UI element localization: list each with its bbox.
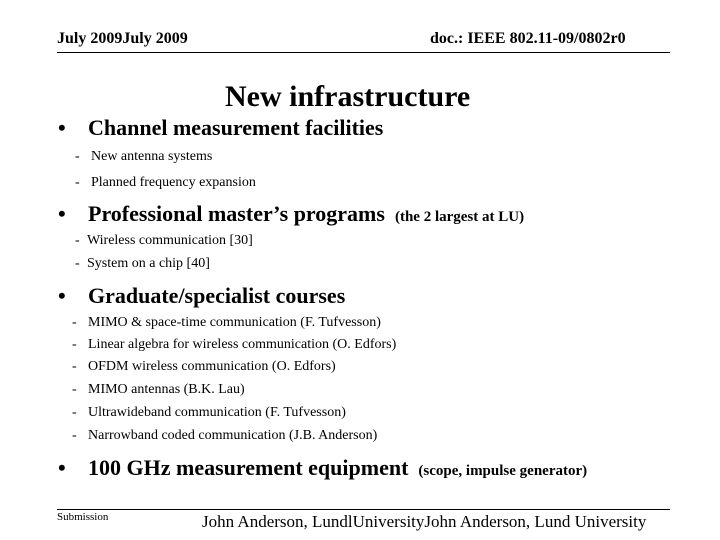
list-item: - Linear algebra for wireless communication (O. Edfors) — [72, 337, 397, 352]
bullet-note: (scope, impulse generator) — [418, 463, 588, 479]
list-item: - System on a chip [40] — [75, 256, 210, 271]
bullet-heading: Professional master’s programs — [88, 201, 385, 226]
header-rule — [57, 52, 670, 53]
list-item: - OFDM wireless communication (O. Edfors) — [72, 359, 336, 374]
bullet-channel-measurement — [58, 115, 383, 141]
slide-title: New infrastructure — [225, 80, 471, 113]
header-doc-id: doc.: IEEE 802.11-09/0802r0 — [430, 30, 626, 47]
list-item: - MIMO & space-time communication (F. Tufvesson) — [72, 315, 381, 330]
bullet-dot: • — [58, 115, 66, 140]
bullet-dot: • — [58, 455, 66, 480]
bullet-100ghz-equipment — [58, 455, 587, 481]
bullet-note: (the 2 largest at LU) — [394, 209, 525, 225]
footer-author: John Anderson, LundlUniversityJohn Anderson, Lund University — [202, 512, 647, 531]
bullet-graduate-courses — [58, 283, 345, 309]
bullet-dot: • — [58, 283, 66, 308]
list-item: - Planned frequency expansion — [75, 175, 256, 190]
list-item: - Ultrawideband communication (F. Tufvesson) — [72, 405, 346, 420]
footer-rule — [57, 509, 670, 510]
bullet-heading: 100 GHz measurement equipment — [88, 455, 409, 480]
list-item: - Wireless communication [30] — [75, 233, 253, 248]
list-item: - New antenna systems — [75, 149, 213, 164]
list-item: - MIMO antennas (B.K. Lau) — [72, 382, 245, 397]
bullet-masters-programs — [58, 201, 524, 227]
bullet-dot: • — [58, 201, 66, 226]
bullet-heading: Channel measurement facilities — [88, 115, 384, 140]
bullet-heading: Graduate/specialist courses — [88, 283, 346, 308]
header-date: July 2009July 2009 — [57, 30, 188, 47]
footer-submission: Submission — [57, 511, 109, 523]
list-item: - Narrowband coded communication (J.B. Anderson) — [72, 428, 378, 443]
